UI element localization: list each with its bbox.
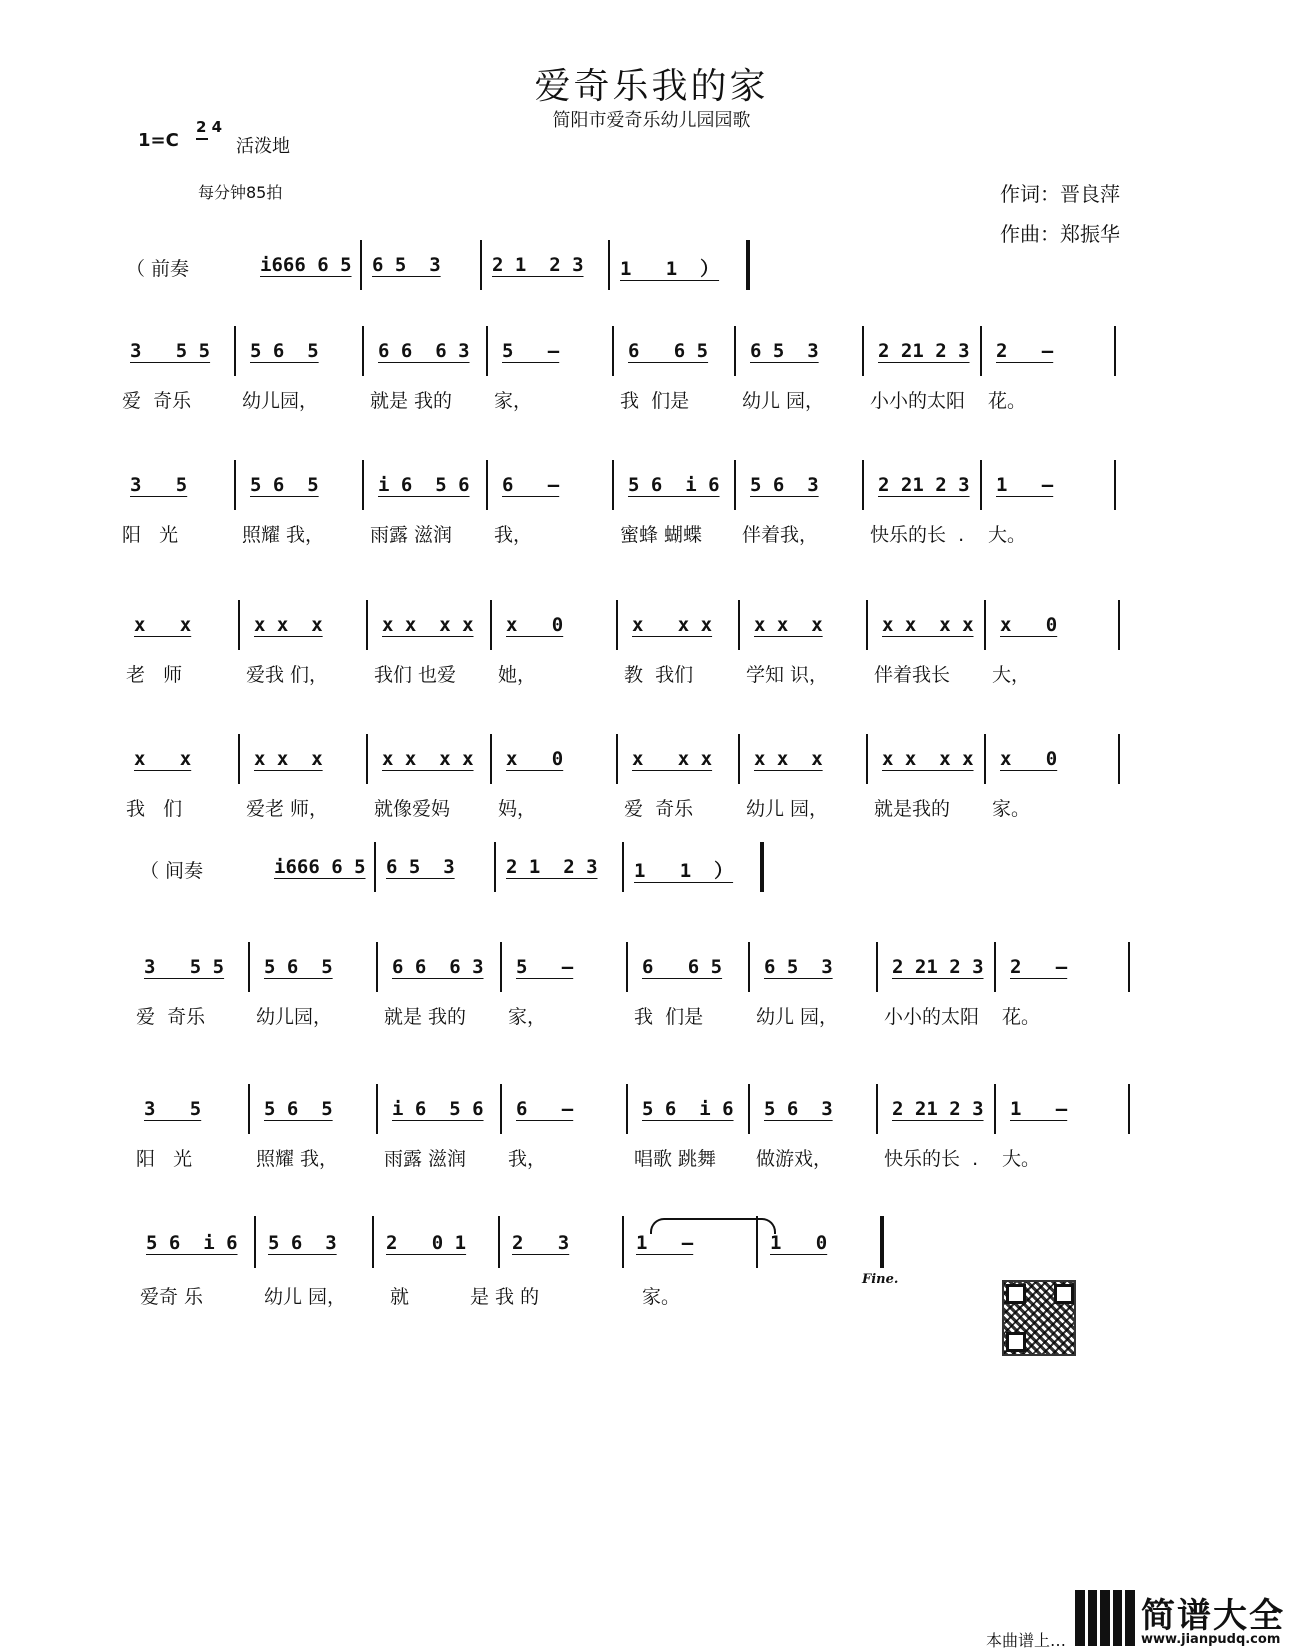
measure-notes: x x — [134, 614, 192, 636]
barline — [616, 600, 618, 650]
barline — [1128, 942, 1130, 992]
barline — [980, 326, 982, 376]
lyric-text: 爱 奇乐 — [624, 798, 694, 820]
lyric-text: 大， — [992, 664, 1031, 686]
measure-notes: 5 6 3 — [268, 1232, 337, 1254]
piano-icon — [1075, 1590, 1135, 1646]
lyric-text: 雨露 滋润 — [384, 1148, 467, 1170]
barline — [994, 1084, 996, 1134]
barline — [486, 326, 488, 376]
watermark-name: 简谱大全 — [1141, 1596, 1285, 1636]
barline — [238, 600, 240, 650]
lyric-text: 爱我 们， — [246, 664, 329, 686]
lyric-text: 幼儿 园， — [264, 1286, 347, 1308]
barline — [866, 734, 868, 784]
lyric-text: 就是我的 — [874, 798, 951, 820]
lyric-text: 家， — [494, 390, 533, 412]
barline — [748, 942, 750, 992]
measure-notes: x x x x — [382, 614, 474, 636]
lyric-text: 大。 — [1002, 1148, 1041, 1170]
barline — [1118, 600, 1120, 650]
time-signature — [196, 118, 222, 137]
lyric-text: 快乐的长 . — [884, 1148, 979, 1170]
measure-notes: 1 – — [636, 1232, 694, 1254]
lyric-text: 阳 光 — [122, 524, 179, 546]
measure-notes: x x x — [632, 614, 713, 636]
measure-notes: 5 6 5 — [250, 340, 319, 362]
measure-notes: 1 0 — [770, 1232, 828, 1254]
measure-notes: 6 – — [516, 1098, 574, 1120]
measure-notes: 5 6 5 — [264, 956, 333, 978]
measure-notes: x x x — [754, 614, 823, 636]
measure-notes: 2 21 2 3 — [892, 1098, 984, 1120]
composer: 作曲：郑振华 — [1000, 222, 1120, 246]
measure-notes: i 6 5 6 — [378, 474, 470, 496]
measure-notes: 6 5 3 — [764, 956, 833, 978]
lyric-text: 幼儿园， — [242, 390, 319, 412]
barline — [616, 734, 618, 784]
barline — [248, 1084, 250, 1134]
barline — [366, 600, 368, 650]
barline — [1114, 460, 1116, 510]
barline — [748, 1084, 750, 1134]
measure-notes: 5 6 3 — [750, 474, 819, 496]
lyric-text: 幼儿园， — [256, 1006, 333, 1028]
lyricist: 作词：晋良萍 — [1000, 182, 1120, 206]
barline — [362, 326, 364, 376]
barline — [876, 1084, 878, 1134]
measure-notes: 2 3 — [512, 1232, 570, 1254]
measure-notes: i666 6 5 — [274, 856, 366, 878]
lyric-text: 就 — [390, 1286, 410, 1308]
measure-notes: x x x — [254, 614, 323, 636]
lyric-text: 我 们是 — [620, 390, 690, 412]
barline — [490, 600, 492, 650]
lyric-text: 照耀 我， — [242, 524, 325, 546]
lyric-text: 是 我 的 — [470, 1286, 540, 1308]
measure-notes: x 0 — [1000, 748, 1058, 770]
watermark-logo — [1075, 1588, 1303, 1650]
measure-notes: 5 6 3 — [764, 1098, 833, 1120]
lyric-text: 快乐的长 . — [870, 524, 965, 546]
barline — [376, 1084, 378, 1134]
measure-notes: x x x x — [882, 614, 974, 636]
measure-notes: 5 6 i 6 — [642, 1098, 734, 1120]
barline — [366, 734, 368, 784]
barline — [1128, 1084, 1130, 1134]
measure-notes: x x — [134, 748, 192, 770]
lyric-text: 我 们是 — [634, 1006, 704, 1028]
measure-notes: 6 6 6 3 — [392, 956, 484, 978]
barline — [994, 942, 996, 992]
measure-notes: 5 6 5 — [264, 1098, 333, 1120]
measure-notes: 1 – — [1010, 1098, 1068, 1120]
barline — [254, 1216, 256, 1268]
lyric-text: 我们 也爱 — [374, 664, 457, 686]
lyric-text: 阳 光 — [136, 1148, 193, 1170]
lyric-text: 就像爱妈 — [374, 798, 451, 820]
barline — [734, 326, 736, 376]
barline — [734, 460, 736, 510]
lyric-text: 家， — [508, 1006, 547, 1028]
measure-notes: 3 5 5 — [144, 956, 225, 978]
qr-corner — [1054, 1284, 1074, 1304]
lyric-text: 幼儿 园， — [746, 798, 829, 820]
watermark-url: www.jianpudq.com — [1141, 1632, 1281, 1647]
measure-notes: 5 – — [516, 956, 574, 978]
measure-notes: 2 21 2 3 — [878, 474, 970, 496]
barline — [490, 734, 492, 784]
barline — [738, 600, 740, 650]
barline — [500, 942, 502, 992]
measure-notes: 6 5 3 — [386, 856, 455, 878]
lyric-text: 大。 — [988, 524, 1027, 546]
lyric-text: 就是 我的 — [370, 390, 453, 412]
measure-notes: 3 5 — [130, 474, 188, 496]
lyric-text: 蜜蜂 蝴蝶 — [620, 524, 703, 546]
measure-notes: x x x — [754, 748, 823, 770]
barline — [362, 460, 364, 510]
qr-code-icon — [1002, 1280, 1076, 1356]
barline — [622, 842, 624, 892]
barline — [984, 734, 986, 784]
lyric-text: 伴着我， — [742, 524, 819, 546]
measure-notes: x 0 — [1000, 614, 1058, 636]
song-title: 爱奇乐我的家 — [534, 66, 769, 107]
lyric-text: 花。 — [1002, 1006, 1041, 1028]
barline — [360, 240, 362, 290]
barline — [234, 326, 236, 376]
final-barline — [880, 1216, 884, 1268]
lyric-text: 小小的太阳 — [870, 390, 966, 412]
lyric-text: 妈， — [498, 798, 537, 820]
barline — [626, 1084, 628, 1134]
barline — [738, 734, 740, 784]
barline — [374, 842, 376, 892]
bpm-mark: 每分钟85拍 — [198, 183, 283, 202]
lyric-text: 幼儿 园， — [756, 1006, 839, 1028]
barline — [486, 460, 488, 510]
lyric-text: 做游戏， — [756, 1148, 833, 1170]
barline — [1118, 734, 1120, 784]
section-label: （ 间奏 — [140, 860, 204, 882]
lyric-text: 雨露 滋润 — [370, 524, 453, 546]
measure-notes: 2 0 1 — [386, 1232, 467, 1254]
measure-notes: 6 – — [502, 474, 560, 496]
measure-notes: 6 5 3 — [750, 340, 819, 362]
measure-notes: 2 1 2 3 — [492, 254, 584, 276]
measure-notes: 2 – — [996, 340, 1054, 362]
barline — [862, 460, 864, 510]
measure-notes: 5 6 i 6 — [146, 1232, 238, 1254]
key-signature: 1=C — [138, 130, 179, 151]
measure-notes: 3 5 — [144, 1098, 202, 1120]
barline — [376, 942, 378, 992]
measure-notes: i 6 5 6 — [392, 1098, 484, 1120]
qr-corner — [1006, 1284, 1026, 1304]
lyric-text: 家。 — [992, 798, 1031, 820]
measure-notes: 2 – — [1010, 956, 1068, 978]
measure-notes: x x x x — [882, 748, 974, 770]
barline — [612, 460, 614, 510]
measure-notes: 1 1 ） — [634, 860, 734, 882]
time-bottom: 4 — [211, 118, 223, 136]
lyric-text: 唱歌 跳舞 — [634, 1148, 717, 1170]
lyric-text: 家。 — [642, 1286, 681, 1308]
lyric-text: 爱 奇乐 — [122, 390, 192, 412]
tempo-mark: 活泼地 — [236, 136, 290, 157]
lyric-text: 她， — [498, 664, 537, 686]
lyric-text: 小小的太阳 — [884, 1006, 980, 1028]
measure-notes: 6 6 5 — [628, 340, 709, 362]
barline — [248, 942, 250, 992]
lyric-text: 爱奇 乐 — [140, 1286, 204, 1308]
measure-notes: i666 6 5 — [260, 254, 352, 276]
barline — [500, 1084, 502, 1134]
measure-notes: x 0 — [506, 748, 564, 770]
lyric-text: 教 我们 — [624, 664, 694, 686]
time-top: 2 — [196, 118, 207, 136]
lyric-text: 爱 奇乐 — [136, 1006, 206, 1028]
barline — [608, 240, 610, 290]
barline — [372, 1216, 374, 1268]
barline — [984, 600, 986, 650]
barline — [234, 460, 236, 510]
barline — [980, 460, 982, 510]
measure-notes: 1 1 ） — [620, 258, 720, 280]
final-barline — [760, 842, 764, 892]
final-barline — [746, 240, 750, 290]
measure-notes: 3 5 5 — [130, 340, 211, 362]
measure-notes: x 0 — [506, 614, 564, 636]
measure-notes: 2 1 2 3 — [506, 856, 598, 878]
lyric-text: 我， — [508, 1148, 547, 1170]
lyric-text: 老 师 — [126, 664, 183, 686]
barline — [480, 240, 482, 290]
barline — [626, 942, 628, 992]
barline — [1114, 326, 1116, 376]
song-subtitle: 简阳市爱奇乐幼儿园园歌 — [552, 110, 751, 131]
lyric-text: 学知 识， — [746, 664, 829, 686]
barline — [866, 600, 868, 650]
tie-mark — [650, 1218, 776, 1234]
lyric-text: 伴着我长 — [874, 664, 951, 686]
measure-notes: 2 21 2 3 — [892, 956, 984, 978]
lyric-text: 就是 我的 — [384, 1006, 467, 1028]
barline — [238, 734, 240, 784]
qr-corner — [1006, 1332, 1026, 1352]
lyric-text: 爱老 师， — [246, 798, 329, 820]
fine-mark: Fine. — [862, 1272, 899, 1287]
barline — [622, 1216, 624, 1268]
barline — [862, 326, 864, 376]
lyric-text: 照耀 我， — [256, 1148, 339, 1170]
measure-notes: 6 6 5 — [642, 956, 723, 978]
footer-text: 本曲谱上… — [986, 1631, 1067, 1650]
section-label: （ 前奏 — [126, 258, 190, 280]
barline — [876, 942, 878, 992]
lyric-text: 我， — [494, 524, 533, 546]
measure-notes: x x x — [632, 748, 713, 770]
lyric-text: 花。 — [988, 390, 1027, 412]
measure-notes: 1 – — [996, 474, 1054, 496]
measure-notes: 5 6 i 6 — [628, 474, 720, 496]
measure-notes: 5 6 5 — [250, 474, 319, 496]
barline — [612, 326, 614, 376]
measure-notes: 6 6 6 3 — [378, 340, 470, 362]
measure-notes: 5 – — [502, 340, 560, 362]
lyric-text: 幼儿 园， — [742, 390, 825, 412]
measure-notes: 6 5 3 — [372, 254, 441, 276]
lyric-text: 我 们 — [126, 798, 183, 820]
measure-notes: x x x — [254, 748, 323, 770]
barline — [494, 842, 496, 892]
measure-notes: 2 21 2 3 — [878, 340, 970, 362]
measure-notes: x x x x — [382, 748, 474, 770]
barline — [498, 1216, 500, 1268]
